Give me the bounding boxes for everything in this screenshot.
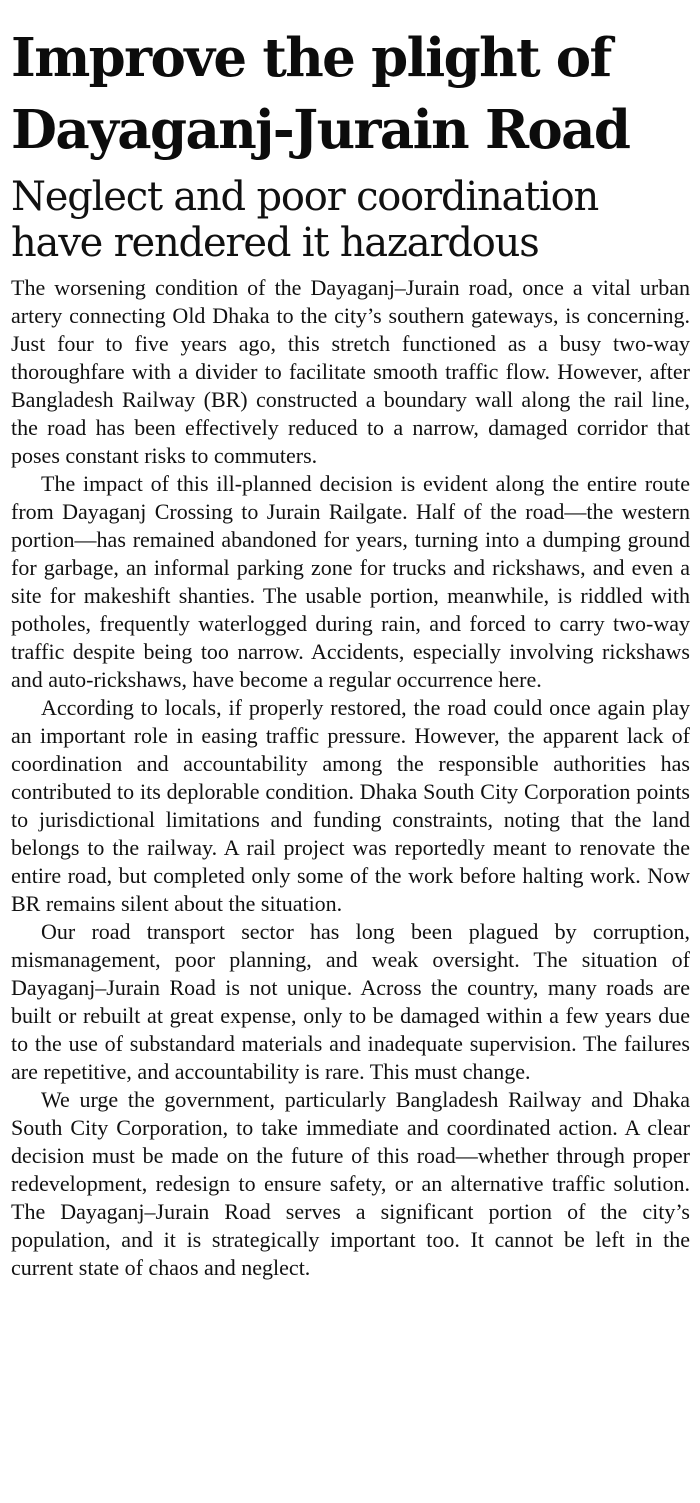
subheadline-line-2: have rendered it hazardous xyxy=(11,220,539,266)
subheadline-line-1: Neglect and poor coordination xyxy=(11,174,599,220)
editorial-article xyxy=(11,22,690,1282)
paragraph-3: According to locals, if properly restored, the road could once again play an important role in easing traffic pressure. However, the apparent lack of coordination and accountability among the responsible authorities has contributed to its deplorable condition. Dhaka South City Corporation points to jurisdictional limitations and funding constraints, noting that the land belongs to the railway. A rail project was reportedly meant to renovate the entire road, but completed only some of the work before halting work. Now BR remains silent about the situation. xyxy=(11,695,690,916)
paragraph-4: Our road transport sector has long been plagued by corruption, mismanagement, poor planning, and weak oversight. The situation of Dayaganj–Jurain Road is not unique. Across the country, many roads are built or rebuilt at great expense, only to be damaged within a few years due to the use of substandard materials and inadequate supervision. The failures are repetitive, and accountability is rare. This must change. xyxy=(11,919,690,1084)
headline-line-1: Improve the plight of xyxy=(11,27,611,89)
article-body xyxy=(11,274,690,1282)
subheadline xyxy=(11,174,690,266)
headline-line-2: Dayaganj-Jurain Road xyxy=(11,99,630,161)
paragraph-1: The worsening condition of the Dayaganj–Jurain road, once a vital urban artery connecting Old Dhaka to the city’s southern gateways, is concerning. Just four to five years ago, this stretch functioned as a busy two-way thoroughfare with a divider to facilitate smooth traffic flow. However, after Bangladesh Railway (BR) constructed a boundary wall along the rail line, the road has been effectively reduced to a narrow, damaged corridor that poses constant risks to commuters. xyxy=(11,275,690,468)
headline xyxy=(11,22,690,166)
paragraph-2: The impact of this ill-planned decision is evident along the entire route from Dayaganj Crossing to Jurain Railgate. Half of the road—the western portion—has remained abandoned for years, turning into a dumping ground for garbage, an informal parking zone for trucks and rickshaws, and even a site for makeshift shanties. The usable portion, meanwhile, is riddled with potholes, frequently waterlogged during rain, and forced to carry two-way traffic despite being too narrow. Accidents, especially involving rickshaws and auto-rickshaws, have become a regular occurrence here. xyxy=(11,471,690,692)
paragraph-5: We urge the government, particularly Bangladesh Railway and Dhaka South City Corporation, to take immediate and coordinated action. A clear decision must be made on the future of this road—whether through proper redevelopment, redesign to ensure safety, or an alternative traffic solution. The Dayaganj–Jurain Road serves a significant portion of the city’s population, and it is strategically important too. It cannot be left in the current state of chaos and neglect. xyxy=(11,1087,690,1280)
